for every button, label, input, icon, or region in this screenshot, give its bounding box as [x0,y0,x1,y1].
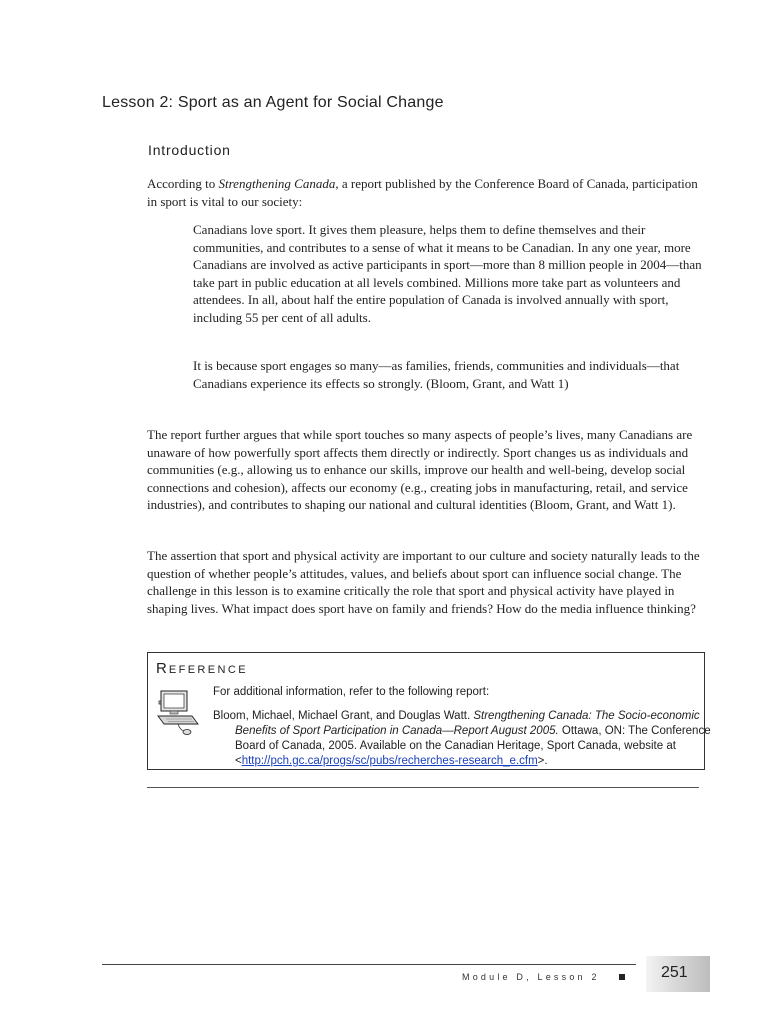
reference-citation [213,709,720,769]
paragraph-2: The report further argues that while sport touches so many aspects of people’s lives, many Canadians are unaware of how powerfully sport affects them directly or indirectly. Sport changes us as individuals and communities (e.g., allowing us to enhance our skills, improve our health and well-being, develop social connections and cohesion), affects our economy (e.g., creating jobs in manufacturing, retail, and service industries), and contributes to shaping our national and cultural identities (Bloom, Grant, and Watt 1). [147,427,693,513]
citation-end: >. [537,755,548,767]
reference-heading [156,660,248,677]
computer-icon [156,689,202,739]
reference-heading-rest: EFERENCE [168,664,248,676]
page-number: 251 [661,964,688,981]
quote-paragraph-1: Canadians love sport. It gives them pleasure, helps them to define themselves and their communities, and contributes to a sense of what it means to be Canadian. In any one year, more Canadians are involved as active participants in sport—more than 8 million people in 2004—than take part in public education at all levels combined. Millions more take part as volunteers and attendees. In all, about half the entire population of Canada is involved annually with sport, including 55 per cent of all adults. [193,222,702,325]
block-quote-1 [193,221,703,327]
citation-title: Strengthening Canada: The Socio-economic Benefits of Sport Participation in Canada—Report August 2005. [235,710,700,737]
citation-link[interactable]: http://pch.gc.ca/progs/sc/pubs/recherches-research_e.cfm [241,755,538,767]
block-quote-2 [193,357,703,392]
footer-module-label: Module D, Lesson 2 [462,972,600,982]
intro-text-after: a report published by the Conference Board of Canada, participation in sport is vital to our society: [147,176,698,209]
report-argument-paragraph [147,426,703,514]
citation-publisher: Ottawa, ON: The Conference Board of Canada, 2005. Available on the Canadian Heritage, Sport Canada, website at < [235,725,711,767]
footer-square-icon [619,974,625,980]
section-divider [147,787,699,788]
reference-heading-initial: R [156,660,169,677]
section-heading-introduction: Introduction [148,142,231,158]
footer-rule [102,964,636,965]
citation-authors: Bloom, Michael, Michael Grant, and Douglas Watt. [213,710,474,722]
reference-box [147,652,711,770]
intro-paragraph [147,175,703,210]
lesson-title: Lesson 2: Sport as an Agent for Social Change [102,94,444,111]
quote-paragraph-2: It is because sport engages so many—as families, friends, communities and individuals—that Canadians experience its effects so strongly. (Bloom, Grant, and Watt 1) [193,358,680,391]
report-title: Strengthening Canada, [218,176,339,191]
assertion-paragraph [147,547,703,617]
reference-intro: For additional information, refer to the following report: [213,686,490,698]
paragraph-3: The assertion that sport and physical activity are important to our culture and society naturally leads to the question of whether people’s attitudes, values, and beliefs about sport can influence social change. The challenge in this lesson is to examine critically the role that sport and physical activity have played in shaping lives. What impact does sport have on family and friends? How do the media influence thinking? [147,548,700,616]
intro-text-before: According to [147,176,219,191]
